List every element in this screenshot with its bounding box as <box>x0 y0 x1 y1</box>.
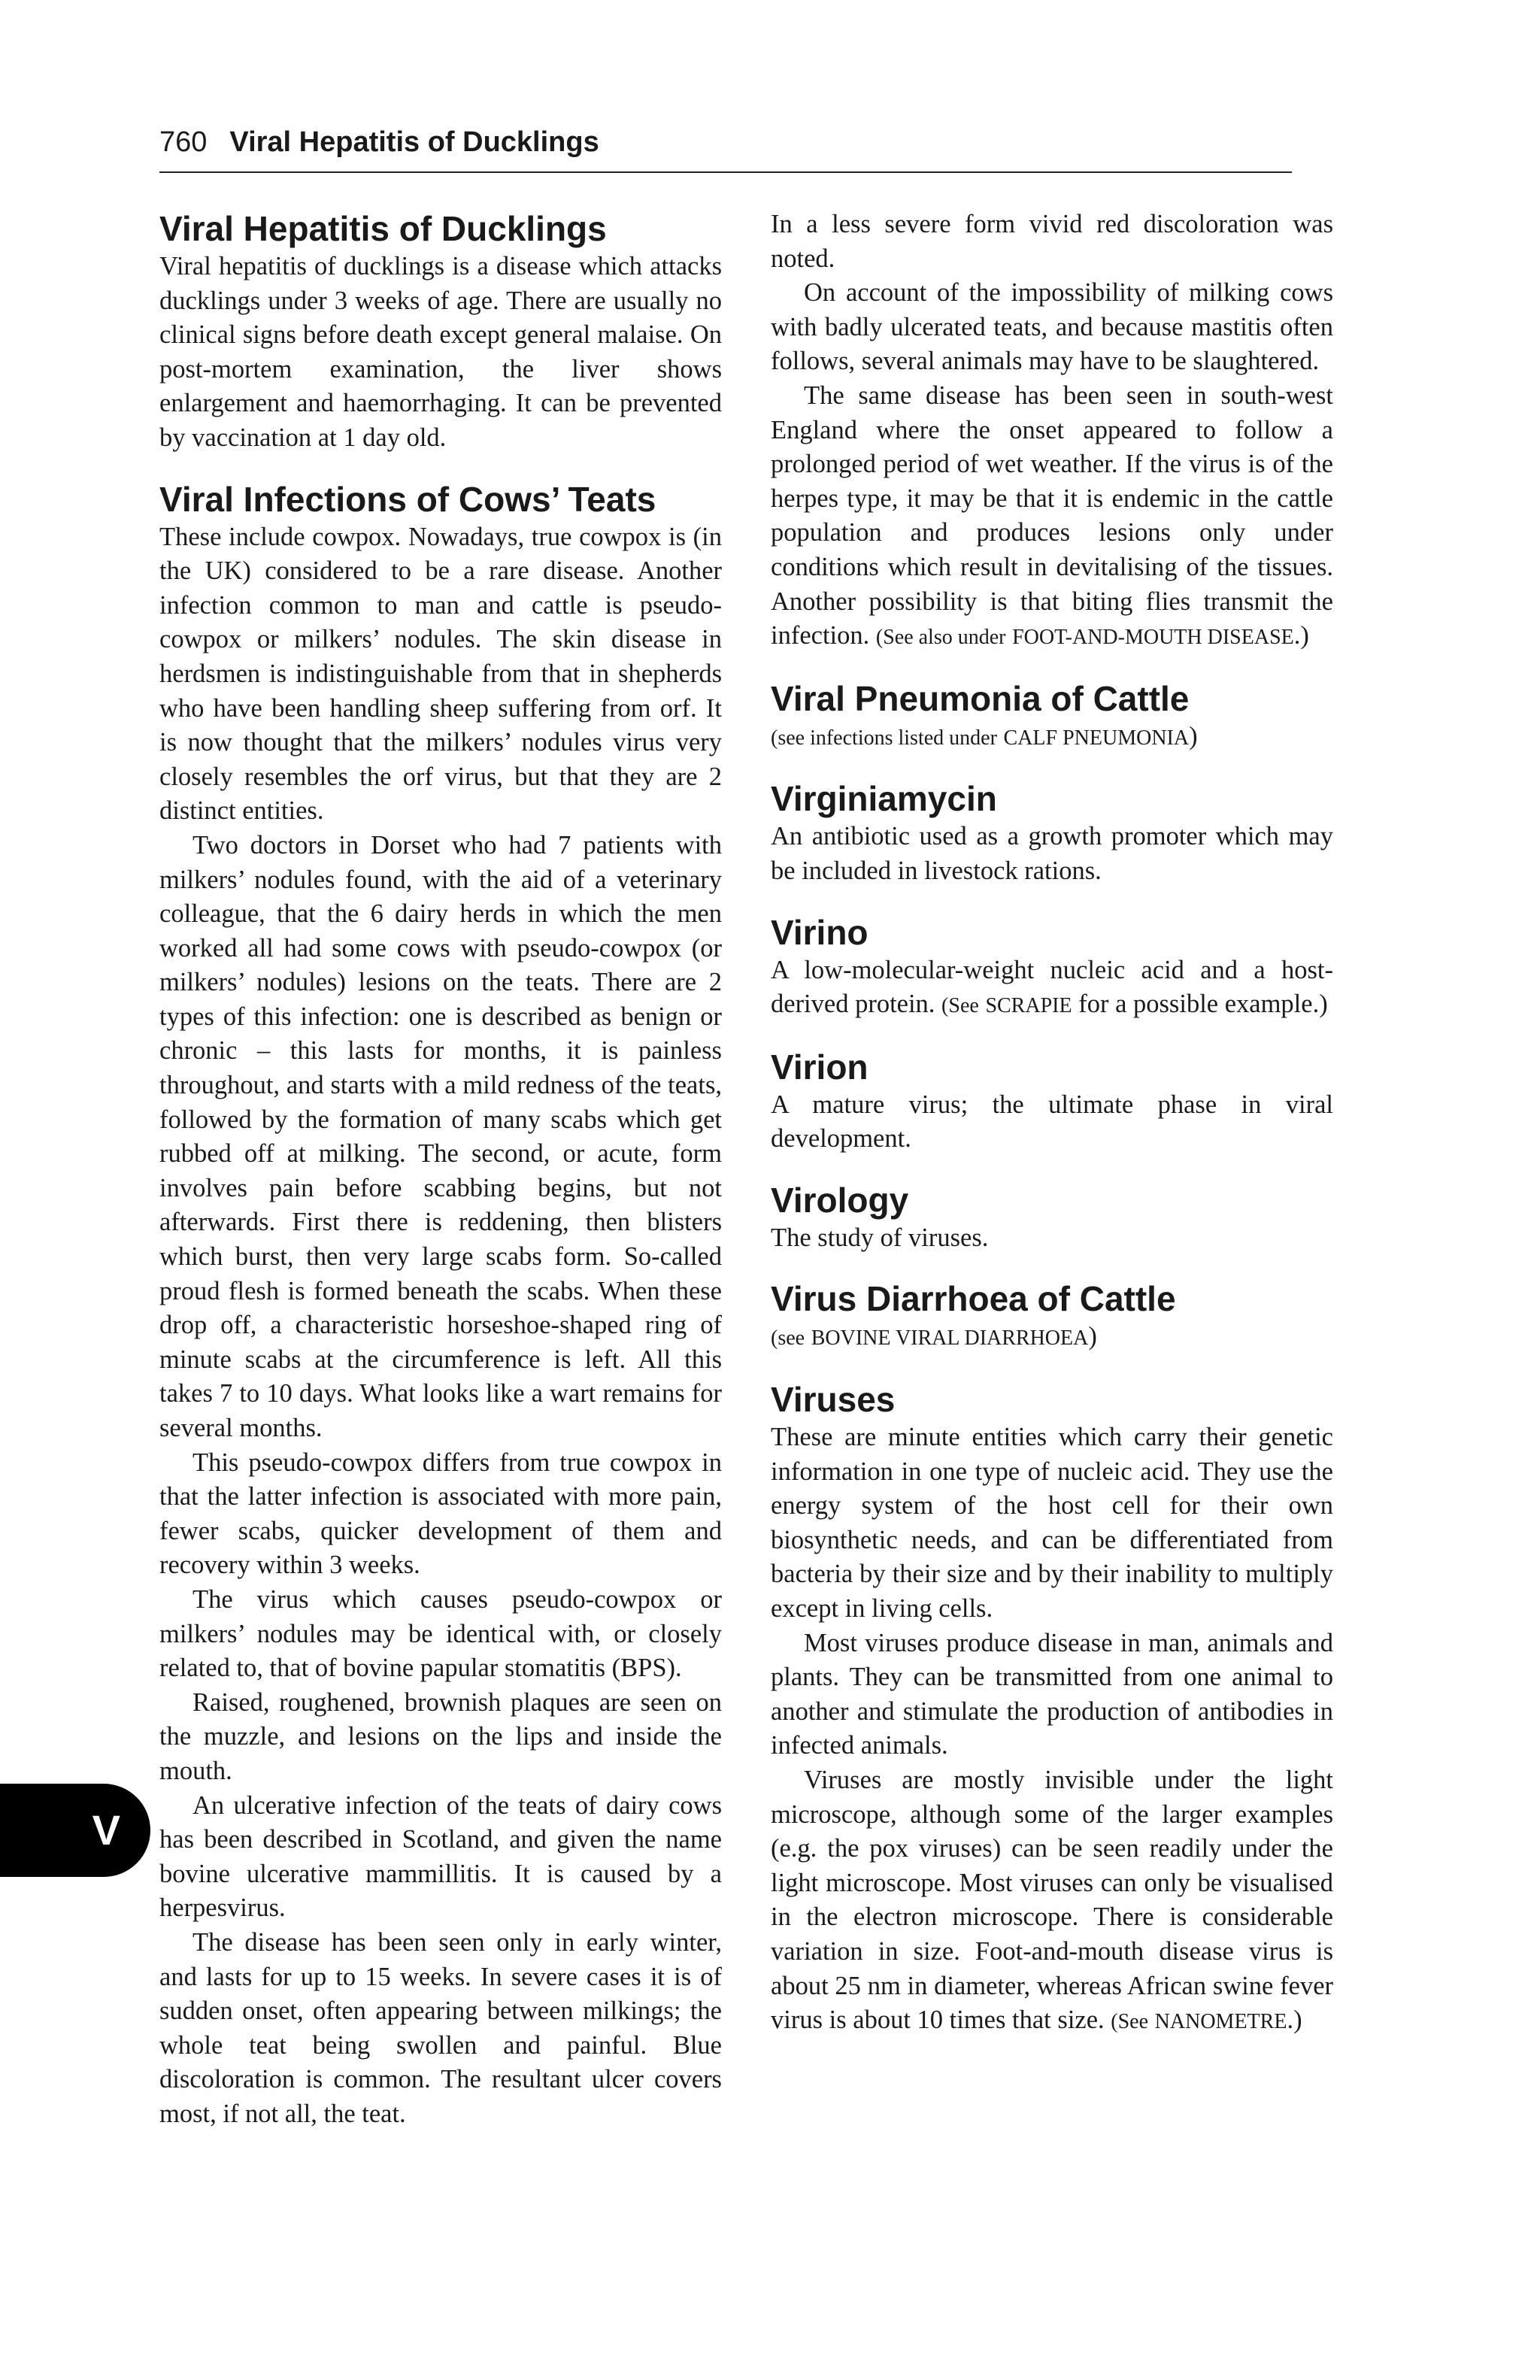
paragraph: This pseudo-cowpox differs from true cowpox in that the latter infection is associated with more pain, fewer scabs, quicker development of them and recovery within 3 weeks. <box>159 1448 722 1580</box>
paragraph-text: Viruses are mostly invisible under the light microscope, although some of the larger examples (e.g. the pox viruses) can be seen readily under the light microscope. Most viruses can only be visualised in the electron microscope. There is considerable variation in size. Foot-and-mouth disease virus is about 25 nm in diameter, whereas African swine fever virus is about 10 times that size. <box>771 1766 1333 2035</box>
entry-heading-viral-pneumonia: Viral Pneumonia of Cattle <box>771 678 1190 718</box>
paragraph-text: The same disease has been seen in south-west England where the onset appeared to follow a prolonged period of wet weather. If the virus is of the herpes type, it may be that it is endemic in the cattle population and produces lesions only under conditions which result in devitalising of the tissues. Another possibility is that biting flies transmit the infection. <box>771 380 1333 650</box>
cross-reference[interactable]: CALF PNEUMONIA <box>1003 726 1190 750</box>
header-rule <box>159 171 1292 173</box>
paren-close: ) <box>1189 721 1198 750</box>
entry-heading-virology: Virology <box>771 1180 909 1220</box>
paragraph: Raised, roughened, brownish plaques are seen on the muzzle, and lesions on the lips and inside the mouth. <box>159 1687 722 1785</box>
right-column <box>771 208 1333 2039</box>
left-column <box>159 208 722 2131</box>
paragraph <box>771 720 1333 756</box>
paragraph: The study of viruses. <box>771 1223 989 1252</box>
paragraph: Most viruses produce disease in man, animals and plants. They can be transmitted from one animal to another and stimulate the production of antibodies in infected animals. <box>771 1628 1333 1760</box>
see-note: (see infections listed under <box>771 726 997 750</box>
entry-heading-virus-diarrhoea: Virus Diarrhoea of Cattle <box>771 1279 1176 1319</box>
see-note: (see <box>771 1326 805 1351</box>
paragraph: Viral hepatitis of ducklings is a disease which attacks ducklings under 3 weeks of age. There are usually no clinical signs before death except general malaise. On post-mortem examination, the liver shows enlargement and haemorrhaging. It can be prevented by vaccination at 1 day old. <box>159 252 722 452</box>
thumb-index-tab <box>0 1784 150 1877</box>
page-number: 760 <box>159 126 208 158</box>
see-note: (See <box>1111 2010 1149 2034</box>
thumb-index-letter: V <box>92 1806 120 1854</box>
paragraph: A mature virus; the ultimate phase in viral development. <box>771 1090 1333 1154</box>
cross-reference[interactable]: BOVINE VIRAL DIARRHOEA <box>811 1326 1089 1351</box>
paragraph-text: for a possible example.) <box>1078 990 1328 1019</box>
paragraph: These are minute entities which carry their genetic information in one type of nucleic acid. They use the energy system of the host cell for their own biosynthetic needs, and can be differentiated from bacteria by their size and by their inability to multiply except in living cells. <box>771 1423 1333 1624</box>
entry-heading-virginiamycin: Virginiamycin <box>771 779 997 819</box>
entry-heading-virion: Virion <box>771 1047 869 1087</box>
paragraph-text: A low-molecular-weight nucleic acid and a host-derived protein. <box>771 955 1333 1019</box>
paragraph: These include cowpox. Nowadays, true cowpox is (in the UK) considered to be a rare disease. Another infection common to man and cattle is pseudo-cowpox or milkers’ nodules. The skin disease in herdsmen is indistinguishable from that in shepherds who have been handling sheep suffering from orf. It is now thought that the milkers’ nodules virus very closely resembles the orf virus, but that they are 2 distinct entities. <box>159 522 722 826</box>
running-title: Viral Hepatitis of Ducklings <box>229 126 599 158</box>
paragraph <box>771 954 1333 1023</box>
cross-reference[interactable]: NANOMETRE <box>1154 2010 1287 2034</box>
entry-heading-viral-hepatitis: Viral Hepatitis of Ducklings <box>159 209 607 248</box>
paragraph: In a less severe form vivid red discoloration was noted. <box>771 210 1333 273</box>
paragraph <box>771 1320 1333 1356</box>
paragraph: The virus which causes pseudo-cowpox or milkers’ nodules may be identical with, or closely related to, that of bovine papular stomatitis (BPS). <box>159 1584 722 1683</box>
paragraph: The disease has been seen only in early winter, and lasts for up to 15 weeks. In severe cases it is of sudden onset, often appearing between milkings; the whole teat being swollen and painful. Blue discoloration is common. The resultant ulcer covers most, if not all, the teat. <box>159 1927 722 2128</box>
paragraph: Two doctors in Dorset who had 7 patients with milkers’ nodules found, with the aid of a veterinary colleague, that the 6 dairy herds in which the men worked all had some cows with pseudo-cowpox (or milkers’ nodules) lesions on the teats. There are 2 types of this infection: one is described as benign or chronic – this lasts for months, it is painless throughout, and starts with a mild redness of the teats, followed by the formation of many scabs which get rubbed off at milking. The second, or acute, form involves pain before scabbing begins, but not afterwards. First there is reddening, then blisters which burst, then very large scabs form. So-called proud flesh is formed beneath the scabs. When these drop off, a characteristic horseshoe-shaped ring of minute scabs at the circumference is left. All this takes 7 to 10 days. What looks like a wart remains for several months. <box>159 830 722 1442</box>
paragraph <box>771 1763 1333 2039</box>
entry-heading-virino: Virino <box>771 912 869 952</box>
paragraph: On account of the impossibility of milking cows with badly ulcerated teats, and because mastitis often follows, several animals may have to be slaughtered. <box>771 278 1333 376</box>
paren-close: ) <box>1088 1322 1097 1351</box>
see-also: (See also under <box>875 626 1006 650</box>
entry-heading-cows-teats: Viral Infections of Cows’ Teats <box>159 479 656 519</box>
paragraph: An antibiotic used as a growth promoter which may be included in livestock rations. <box>771 822 1333 885</box>
cross-reference[interactable]: SCRAPIE <box>985 994 1072 1018</box>
cross-reference[interactable]: FOOT-AND-MOUTH DISEASE <box>1012 626 1294 650</box>
paren-close: .) <box>1293 621 1309 650</box>
paren-close: .) <box>1287 2006 1302 2035</box>
paragraph: An ulcerative infection of the teats of dairy cows has been described in Scotland, and given the name bovine ulcerative mammillitis. It is caused by a herpesvirus. <box>159 1790 722 1923</box>
running-head <box>159 126 599 159</box>
see-note: (See <box>941 994 979 1018</box>
paragraph <box>771 379 1333 655</box>
entry-heading-viruses: Viruses <box>771 1380 896 1420</box>
